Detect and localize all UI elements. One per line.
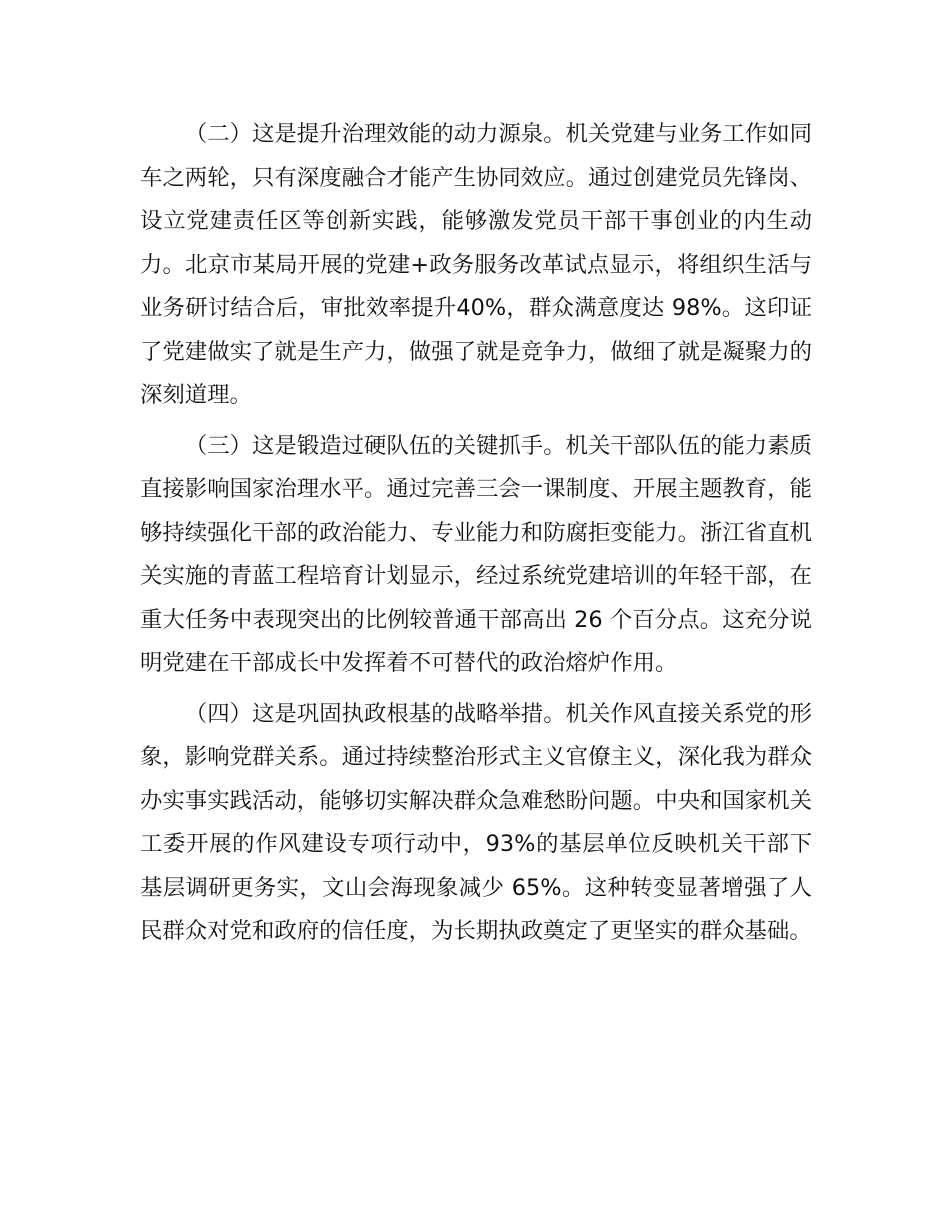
paragraph-section-3: （三）这是锻造过硬队伍的关键抓手。机关干部队伍的能力素质直接影响国家治理水平。通过完善三会一课制度、开展主题教育，能够持续强化干部的政治能力、专业能力和防腐拒变能力。浙江省直机关实施的青蓝工程培育计划显示，经过系统党建培训的年轻干部，在重大任务中表现突出的比例较普通干部高出 26 个百分点。这充分说明党建在干部成长中发挥着不可替代的政治熔炉作用。 (140, 432, 812, 676)
paragraph-section-4: （四）这是巩固执政根基的战略举措。机关作风直接关系党的形象，影响党群关系。通过持续整治形式主义官僚主义，深化我为群众办实事实践活动，能够切实解决群众急难愁盼问题。中央和国家机关工委开展的作风建设专项行动中，93%的基层单位反映机关干部下基层调研更务实，文山会海现象减少 65%。这种转变显著增强了人民群众对党和政府的信任度，为长期执政奠定了更坚实的群众基础。 (140, 700, 812, 944)
paragraph-section-2: （二）这是提升治理效能的动力源泉。机关党建与业务工作如同车之两轮，只有深度融合才能产生协同效应。通过创建党员先锋岗、设立党建责任区等创新实践，能够激发党员干部干事创业的内生动力。北京市某局开展的党建+政务服务改革试点显示，将组织生活与业务研讨结合后，审批效率提升40%，群众满意度达 98%。这印证了党建做实了就是生产力，做强了就是竞争力，做细了就是凝聚力的深刻道理。 (140, 121, 812, 408)
document-body (140, 113, 812, 954)
